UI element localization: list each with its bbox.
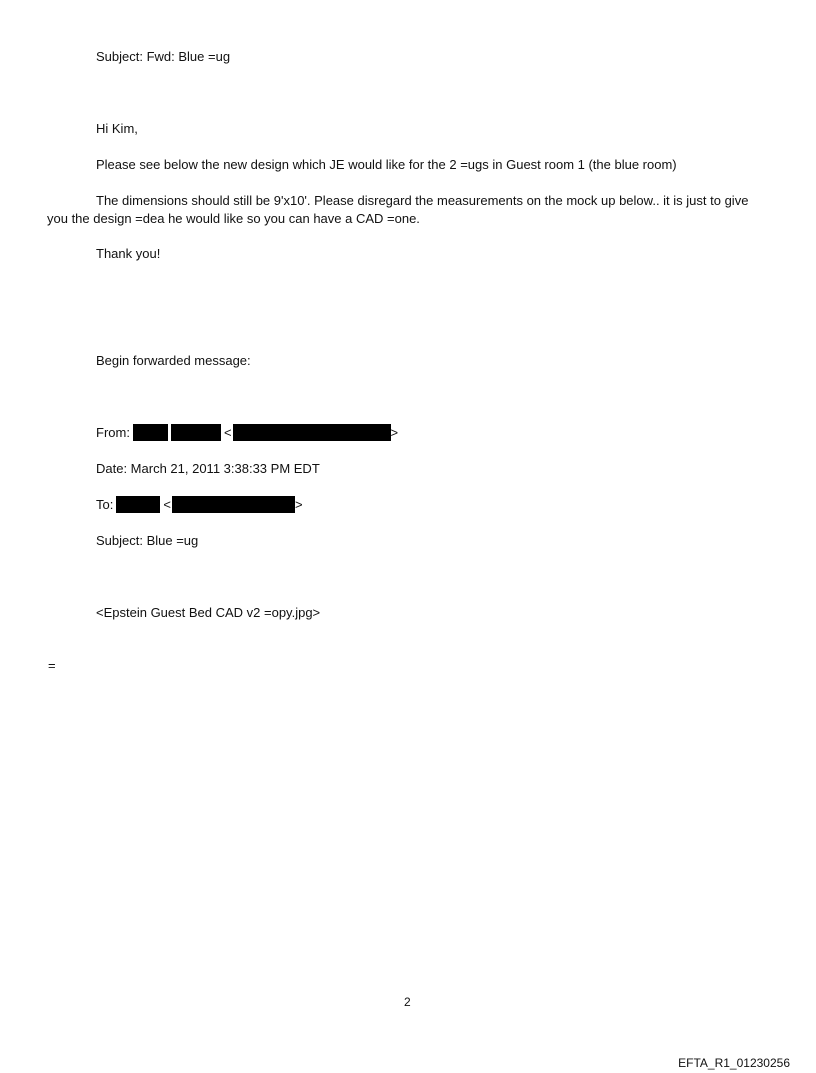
email-greeting: Hi Kim, — [96, 121, 138, 136]
page-number: 2 — [404, 995, 411, 1009]
document-id: EFTA_R1_01230256 — [678, 1056, 790, 1070]
redaction-block — [172, 496, 295, 513]
email-subject: Subject: Fwd: Blue =ug — [96, 49, 231, 64]
to-label: To: — [96, 497, 114, 512]
forward-header: Begin forwarded message: — [96, 353, 251, 368]
redaction-block — [133, 424, 168, 441]
redaction-block — [233, 424, 391, 441]
forwarded-date-line: Date: March 21, 2011 3:38:33 PM EDT — [96, 461, 320, 476]
forwarded-from-line — [96, 424, 398, 442]
email-closing: Thank you! — [96, 246, 161, 261]
redaction-block — [116, 496, 160, 513]
close-bracket: > — [390, 425, 399, 440]
close-bracket: > — [294, 497, 303, 512]
from-label: From: — [96, 425, 130, 440]
attachment-name: <Epstein Guest Bed CAD v2 =opy.jpg> — [96, 605, 321, 620]
email-body-line-1: Please see below the new design which JE would like for the 2 =ugs in Guest room 1 (the blue room) — [96, 157, 677, 172]
trailing-equals: = — [48, 658, 56, 673]
open-bracket: < — [163, 497, 171, 512]
forwarded-subject-line: Subject: Blue =ug — [96, 533, 199, 548]
forwarded-to-line — [96, 496, 303, 514]
open-bracket: < — [223, 425, 232, 440]
email-body-paragraph-2: The dimensions should still be 9'x10'. Please disregard the measurements on the mock up below.. it is just to give you the design =dea he would like so you can have a CAD =one. — [47, 193, 749, 226]
redaction-block — [171, 424, 221, 441]
